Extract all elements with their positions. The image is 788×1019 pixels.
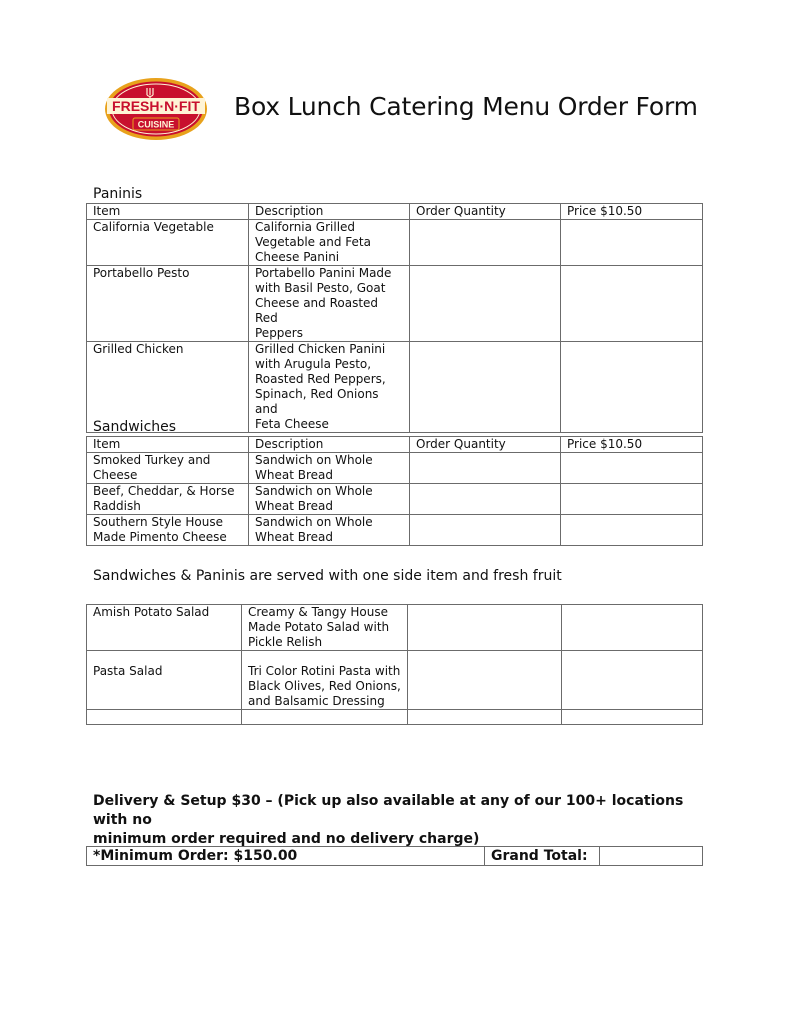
quantity-input-cell[interactable] bbox=[410, 266, 561, 342]
description-cell: Sandwich on Whole Wheat Bread bbox=[249, 453, 410, 484]
description-cell: Grilled Chicken Panini with Arugula Pesto, Roasted Red Peppers, Spinach, Red Onions and Feta Cheese bbox=[249, 342, 410, 433]
sides-table bbox=[86, 604, 703, 725]
grand-total-field[interactable] bbox=[600, 847, 703, 866]
header-description: Description bbox=[249, 204, 410, 220]
header-order-quantity: Order Quantity bbox=[410, 204, 561, 220]
item-cell: Beef, Cheddar, & Horse Raddish bbox=[87, 484, 249, 515]
quantity-input-cell[interactable] bbox=[408, 651, 562, 710]
description-cell: Creamy & Tangy House Made Potato Salad with Pickle Relish bbox=[242, 605, 408, 651]
table-header-row bbox=[87, 437, 703, 453]
description-cell: Tri Color Rotini Pasta with Black Olives, Red Onions, and Balsamic Dressing bbox=[242, 651, 408, 710]
logo-sub-text: CUISINE bbox=[137, 119, 175, 130]
quantity-input-cell[interactable] bbox=[410, 515, 561, 546]
minimum-order: *Minimum Order: $150.00 bbox=[87, 847, 485, 866]
table-header-row bbox=[87, 204, 703, 220]
sandwiches-heading: Sandwiches bbox=[93, 419, 177, 435]
fresh-n-fit-logo bbox=[103, 76, 209, 142]
sandwiches-table bbox=[86, 436, 703, 546]
price-cell[interactable] bbox=[561, 342, 703, 433]
price-cell[interactable] bbox=[562, 710, 703, 725]
quantity-input-cell[interactable] bbox=[410, 220, 561, 266]
page-title: Box Lunch Catering Menu Order Form bbox=[234, 92, 698, 121]
header-description: Description bbox=[249, 437, 410, 453]
table-row-empty bbox=[87, 710, 703, 725]
item-cell: Pasta Salad bbox=[87, 651, 242, 710]
price-cell[interactable] bbox=[561, 484, 703, 515]
price-cell[interactable] bbox=[561, 266, 703, 342]
table-row bbox=[87, 266, 703, 342]
paninis-table bbox=[86, 203, 703, 433]
table-row bbox=[87, 651, 703, 710]
quantity-input-cell[interactable] bbox=[408, 710, 562, 725]
header-item: Item bbox=[87, 437, 249, 453]
item-cell: California Vegetable bbox=[87, 220, 249, 266]
item-cell: Portabello Pesto bbox=[87, 266, 249, 342]
description-cell: Sandwich on Whole Wheat Bread bbox=[249, 484, 410, 515]
paninis-heading: Paninis bbox=[93, 186, 143, 202]
header-order-quantity: Order Quantity bbox=[410, 437, 561, 453]
price-cell[interactable] bbox=[562, 651, 703, 710]
price-cell[interactable] bbox=[561, 220, 703, 266]
table-row bbox=[87, 484, 703, 515]
sides-note: Sandwiches & Paninis are served with one side item and fresh fruit bbox=[93, 568, 562, 584]
description-cell[interactable] bbox=[242, 710, 408, 725]
logo-brand-text: FRESH·N·FIT bbox=[112, 98, 200, 114]
description-cell: Portabello Panini Made with Basil Pesto, Goat Cheese and Roasted Red Peppers bbox=[249, 266, 410, 342]
totals-row bbox=[87, 847, 703, 866]
price-cell[interactable] bbox=[561, 453, 703, 484]
quantity-input-cell[interactable] bbox=[410, 342, 561, 433]
table-row bbox=[87, 220, 703, 266]
item-cell: Grilled Chicken bbox=[87, 342, 249, 433]
table-row bbox=[87, 605, 703, 651]
header-price: Price $10.50 bbox=[561, 204, 703, 220]
table-row bbox=[87, 515, 703, 546]
header-item: Item bbox=[87, 204, 249, 220]
price-cell[interactable] bbox=[562, 605, 703, 651]
item-cell: Smoked Turkey and Cheese bbox=[87, 453, 249, 484]
table-row bbox=[87, 342, 703, 433]
grand-total-label: Grand Total: bbox=[485, 847, 600, 866]
quantity-input-cell[interactable] bbox=[410, 484, 561, 515]
item-cell[interactable] bbox=[87, 710, 242, 725]
price-cell[interactable] bbox=[561, 515, 703, 546]
delivery-note: Delivery & Setup $30 – (Pick up also available at any of our 100+ locations with no minimum order required and no delivery charge) bbox=[93, 793, 684, 847]
item-cell: Amish Potato Salad bbox=[87, 605, 242, 651]
table-row bbox=[87, 453, 703, 484]
description-cell: California Grilled Vegetable and Feta Cheese Panini bbox=[249, 220, 410, 266]
quantity-input-cell[interactable] bbox=[410, 453, 561, 484]
quantity-input-cell[interactable] bbox=[408, 605, 562, 651]
description-cell: Sandwich on Whole Wheat Bread bbox=[249, 515, 410, 546]
header-price: Price $10.50 bbox=[561, 437, 703, 453]
item-cell: Southern Style House Made Pimento Cheese bbox=[87, 515, 249, 546]
totals-table bbox=[86, 846, 703, 866]
